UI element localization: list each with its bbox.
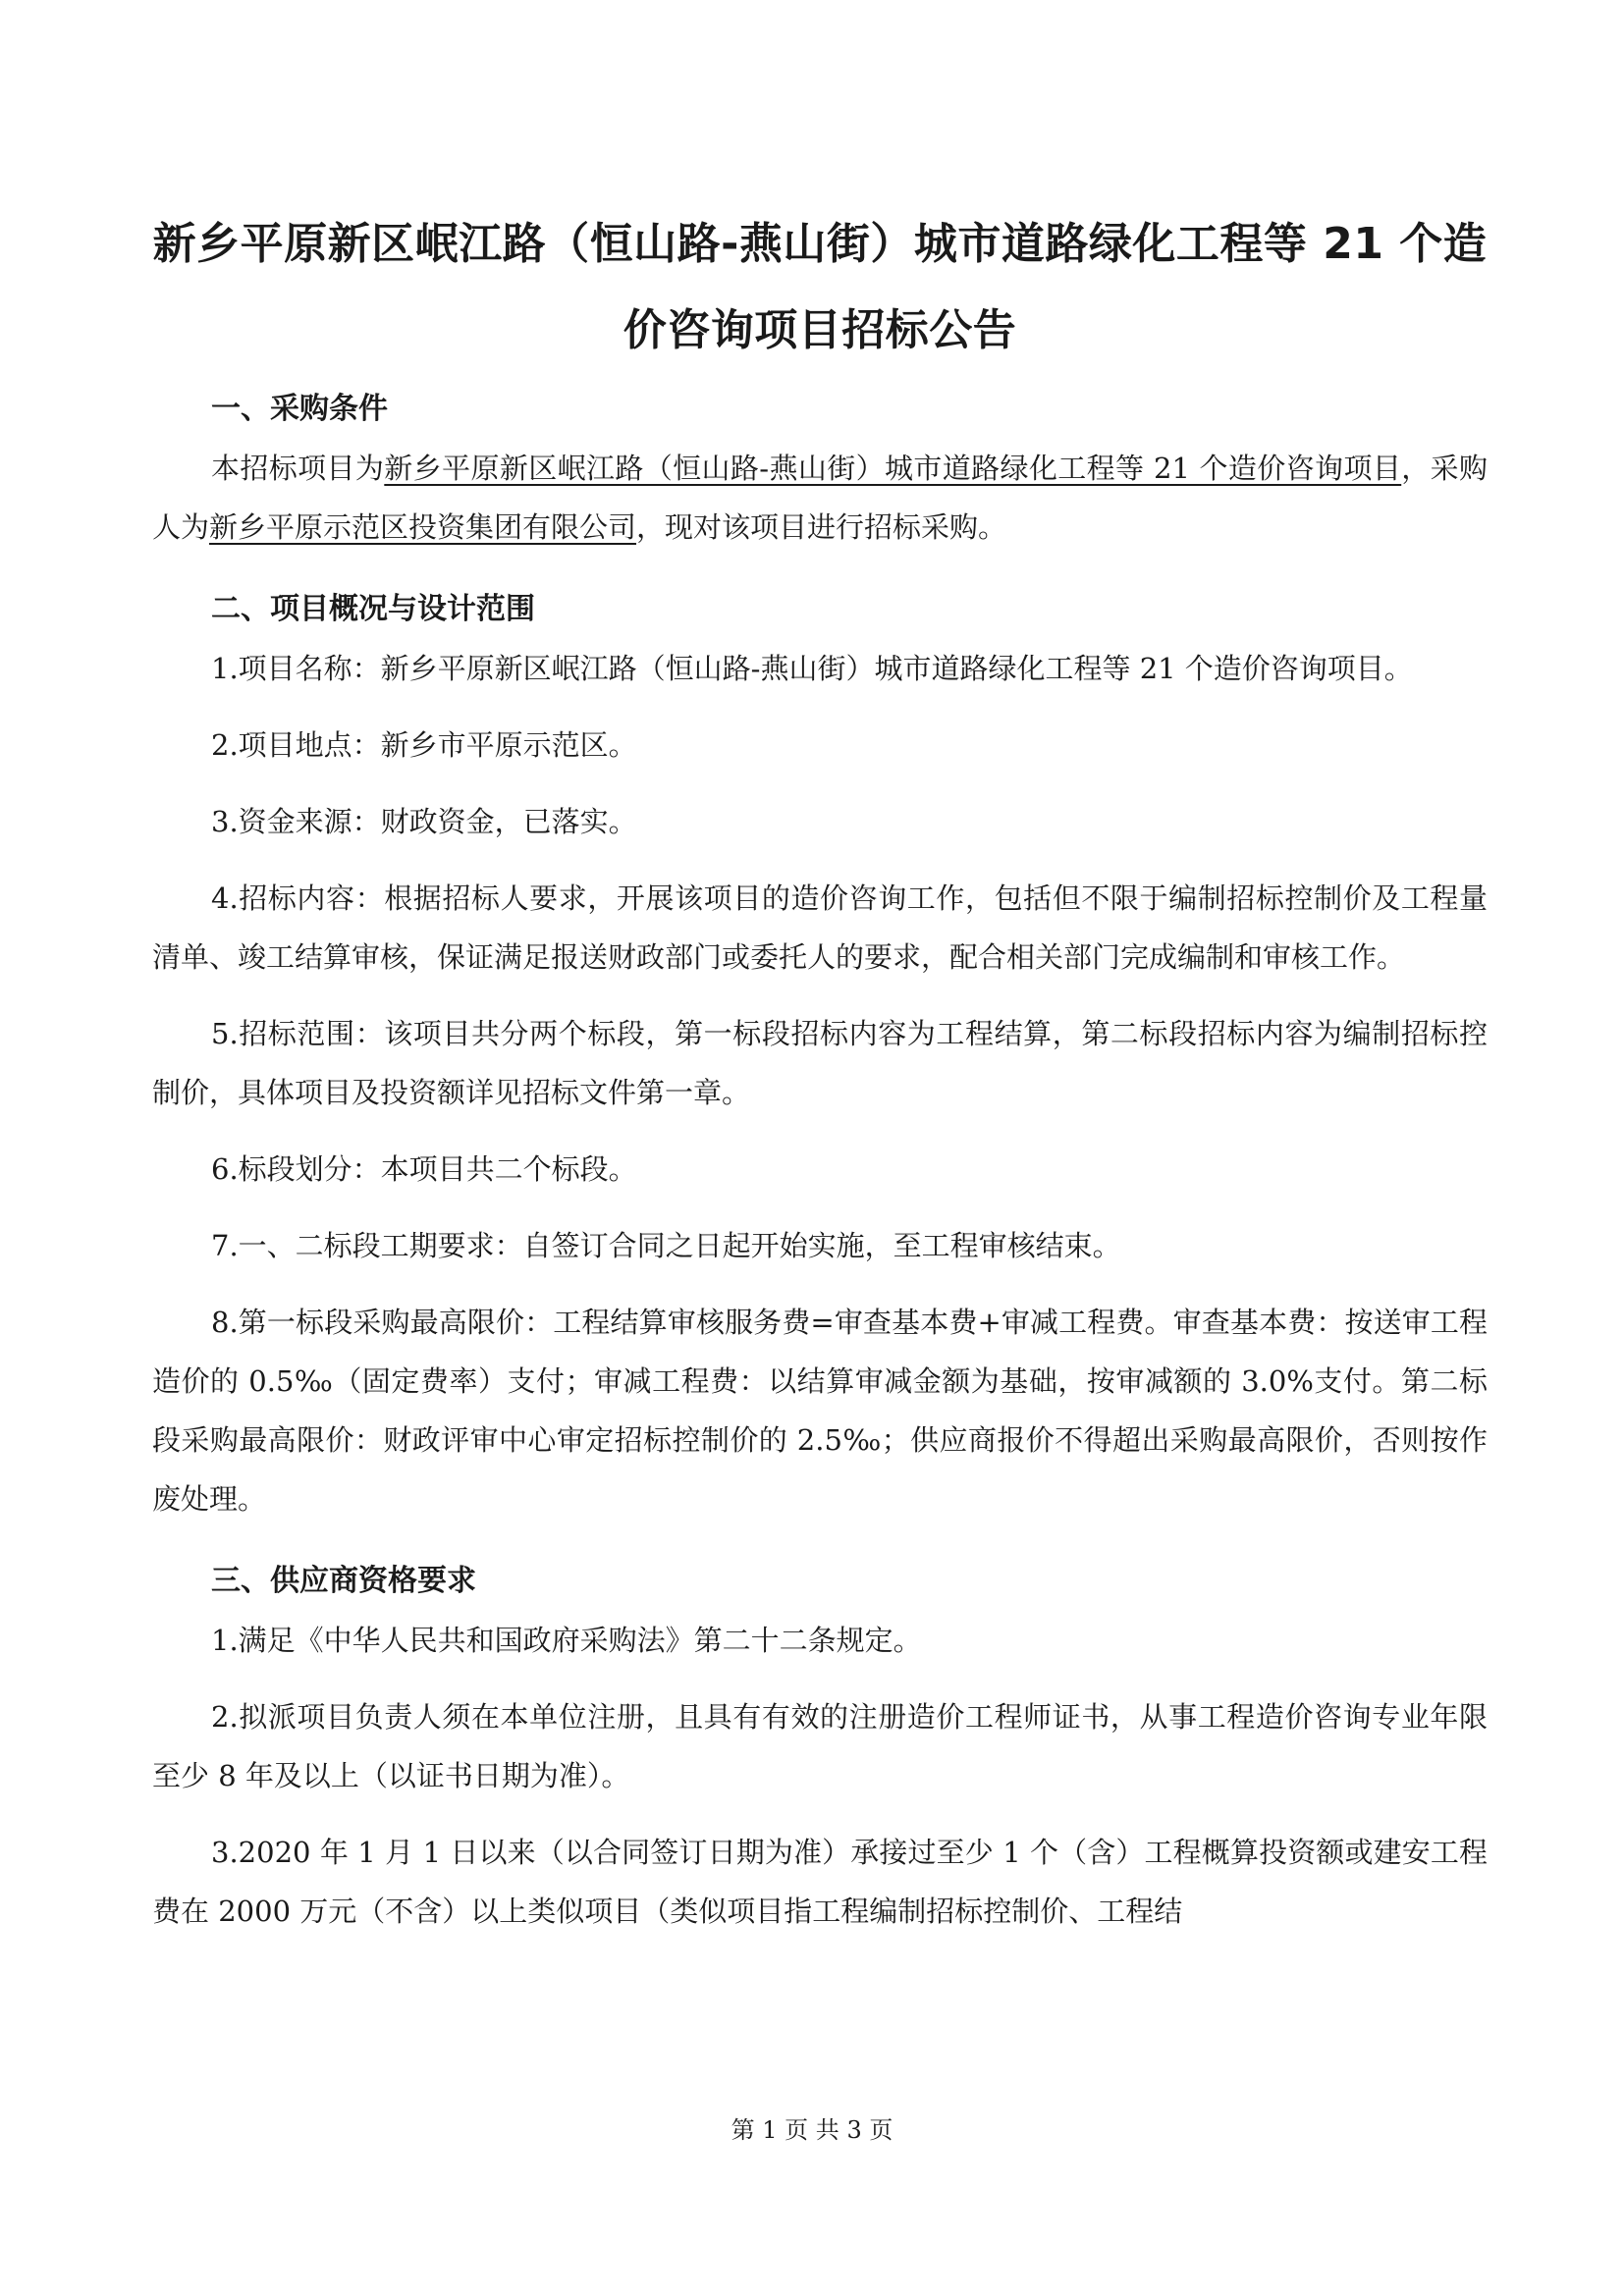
- qualification-item-1: 1.满足《中华人民共和国政府采购法》第二十二条规定。: [211, 1624, 922, 1657]
- section-heading-project-overview: 二、项目概况与设计范围: [211, 592, 535, 626]
- title-line-2: 价咨询项目招标公告: [623, 305, 1017, 355]
- text-run: ，采购人为: [152, 452, 1488, 544]
- overview-item-2: 2.项目地点：新乡市平原示范区。: [211, 728, 637, 762]
- title-line-1: 新乡平原新区岷江路（恒山路-燕山街）城市道路绿化工程等 21 个造: [152, 219, 1488, 269]
- section-heading-supplier-qualifications: 三、供应商资格要求: [211, 1564, 476, 1598]
- overview-item-4: 4.招标内容：根据招标人要求，开展该项目的造价咨询工作，包括但不限于编制招标控制价及工程量清单、竣工结算审核，保证满足报送财政部门或委托人的要求，配合相关部门完成编制和审核工作。: [152, 881, 1488, 974]
- overview-item-8: 8.第一标段采购最高限价：工程结算审核服务费=审查基本费+审减工程费。审查基本费：按送审工程造价的 0.5‰（固定费率）支付；审减工程费：以结算审减金额为基础，按审减额的 3.0%支付。第二标段采购最高限价：财政评审中心审定招标控制价的 2.5‰；供应商报价不得超出采购最高限价，否则按作废处理。: [152, 1306, 1488, 1516]
- document-title: [152, 201, 1488, 374]
- text-run: ，现对该项目进行招标采购。: [636, 510, 1007, 544]
- text-run: 本招标项目为: [211, 452, 385, 485]
- overview-item-7: 7.一、二标段工期要求：自签订合同之日起开始实施，至工程审核结束。: [211, 1229, 1121, 1262]
- section-heading-procurement-conditions: 一、采购条件: [211, 392, 388, 426]
- qualification-item-3: 3.2020 年 1 月 1 日以来（以合同签订日期为准）承接过至少 1 个（含）工程概算投资额或建安工程费在 2000 万元（不含）以上类似项目（类似项目指工程编制招标控制价、工程结: [152, 1836, 1488, 1928]
- overview-item-3: 3.资金来源：财政资金，已落实。: [211, 805, 637, 838]
- overview-item-1: 1.项目名称：新乡平原新区岷江路（恒山路-燕山街）城市道路绿化工程等 21 个造价咨询项目。: [211, 652, 1413, 685]
- qualification-item-2: 2.拟派项目负责人须在本单位注册，且具有有效的注册造价工程师证书，从事工程造价咨询专业年限至少 8 年及以上（以证书日期为准）。: [152, 1700, 1488, 1792]
- document-page: [152, 201, 1488, 1941]
- project-name-underlined: 新乡平原新区岷江路（恒山路-燕山街）城市道路绿化工程等 21 个造价咨询项目: [384, 452, 1402, 485]
- overview-item-5: 5.招标范围：该项目共分两个标段，第一标段招标内容为工程结算，第二标段招标内容为编制招标控制价，具体项目及投资额详见招标文件第一章。: [152, 1017, 1488, 1109]
- buyer-name-underlined: 新乡平原示范区投资集团有限公司: [209, 510, 637, 544]
- page-footer: 第 1 页 共 3 页: [731, 2116, 893, 2144]
- overview-item-6: 6.标段划分：本项目共二个标段。: [211, 1152, 637, 1186]
- paragraph-procurement-conditions: [152, 439, 1488, 557]
